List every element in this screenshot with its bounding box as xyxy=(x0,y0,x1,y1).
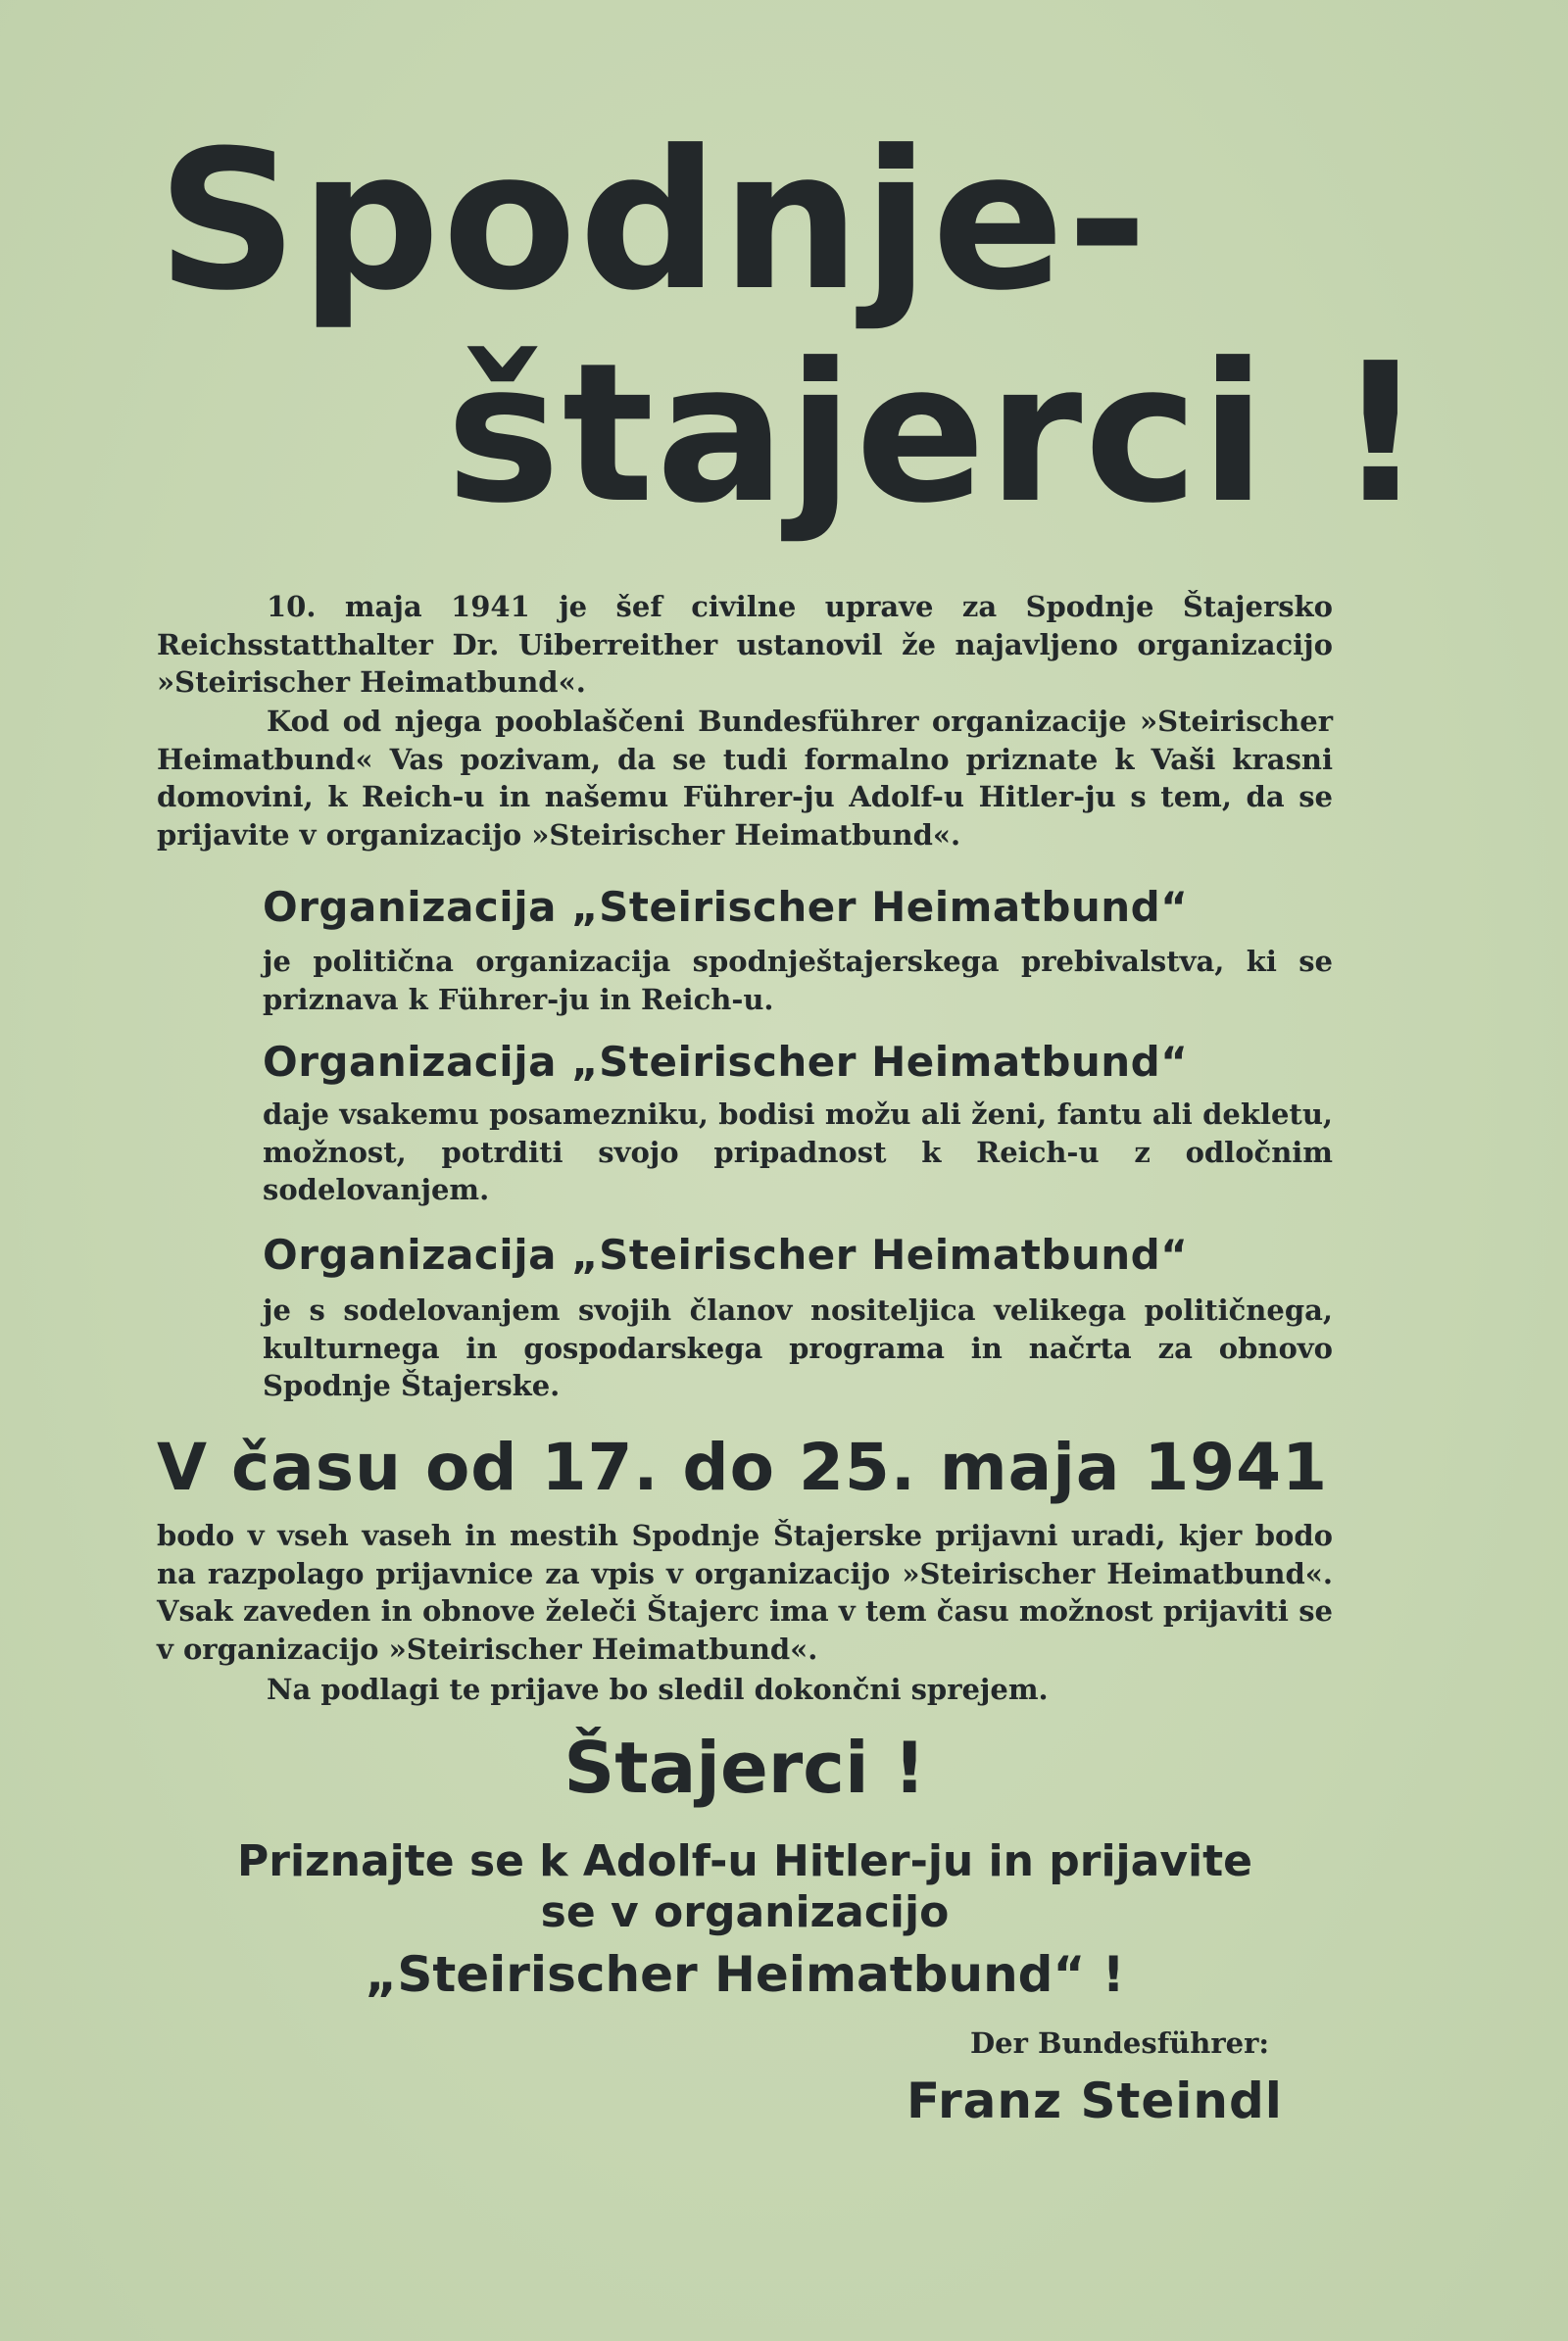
dates-text-2: Na podlagi te prijave bo sledil dokončni sprejem. xyxy=(267,1673,1049,1706)
appeal-line-3: „Steirischer Heimatbund“ ! xyxy=(365,1946,1125,2003)
appeal-line-1: Priznajte se k Adolf-u Hitler-ju in prijavite xyxy=(237,1836,1252,1886)
section-1-heading: Organizacija „Steirischer Heimatbund“ xyxy=(263,883,1189,931)
section-1-text: je politična organizacija spodnještajerskega prebivalstva, ki se priznava k Führer-ju in Reich-u. xyxy=(263,945,1333,1016)
section-2-text: daje vsakemu posamezniku, bodisi možu ali ženi, fantu ali dekletu, možnost, potrditi svojo pripadnost k Reich-u z odločnim sodelovanjem. xyxy=(263,1097,1333,1206)
appeal-line-2: se v organizacijo xyxy=(540,1887,950,1937)
title-line-1: Spodnje- xyxy=(157,110,1151,333)
appeal-heading: Štajerci ! xyxy=(564,1727,926,1809)
call-paragraph: Kod od njega pooblaščeni Bundesführer organizacije »Steirischer Heimatbund« Vas pozivam, da se tudi formalno priznate k Vaši krasni domovini, k Reich-u in našemu Führer-ju Adolf-u Hitler-ju s tem, da se prijavite v organizacijo »Steirischer Heimatbund«. xyxy=(157,705,1333,852)
section-3-text: je s sodelovanjem svojih članov nositeljica velikega političnega, kulturnega in gospodarskega programa in načrta za obnovo Spodnje Štajerske. xyxy=(263,1293,1333,1402)
signature-name: Franz Steindl xyxy=(906,2073,1283,2129)
title-line-2: štajerci ! xyxy=(446,322,1427,546)
intro-paragraph: 10. maja 1941 je šef civilne uprave za Spodnje Štajersko Reichsstatthalter Dr. Uiberreither ustanovil že najavljeno organizacijo »Steirischer Heimatbund«. xyxy=(157,590,1333,699)
section-2-heading: Organizacija „Steirischer Heimatbund“ xyxy=(263,1038,1189,1086)
signature-label: Der Bundesführer: xyxy=(970,2026,1270,2060)
section-3-heading: Organizacija „Steirischer Heimatbund“ xyxy=(263,1231,1189,1279)
dates-text: bodo v vseh vaseh in mestih Spodnje Štajerske prijavni uradi, kjer bodo na razpolago prijavnice za vpis v organizacijo »Steirischer Heimatbund«. Vsak zaveden in obnove želeči Štajerc ima v tem času možnost prijaviti se v organizacijo »Steirischer Heimatbund«. xyxy=(157,1519,1333,1666)
dates-heading: V času od 17. do 25. maja 1941 xyxy=(157,1430,1329,1505)
